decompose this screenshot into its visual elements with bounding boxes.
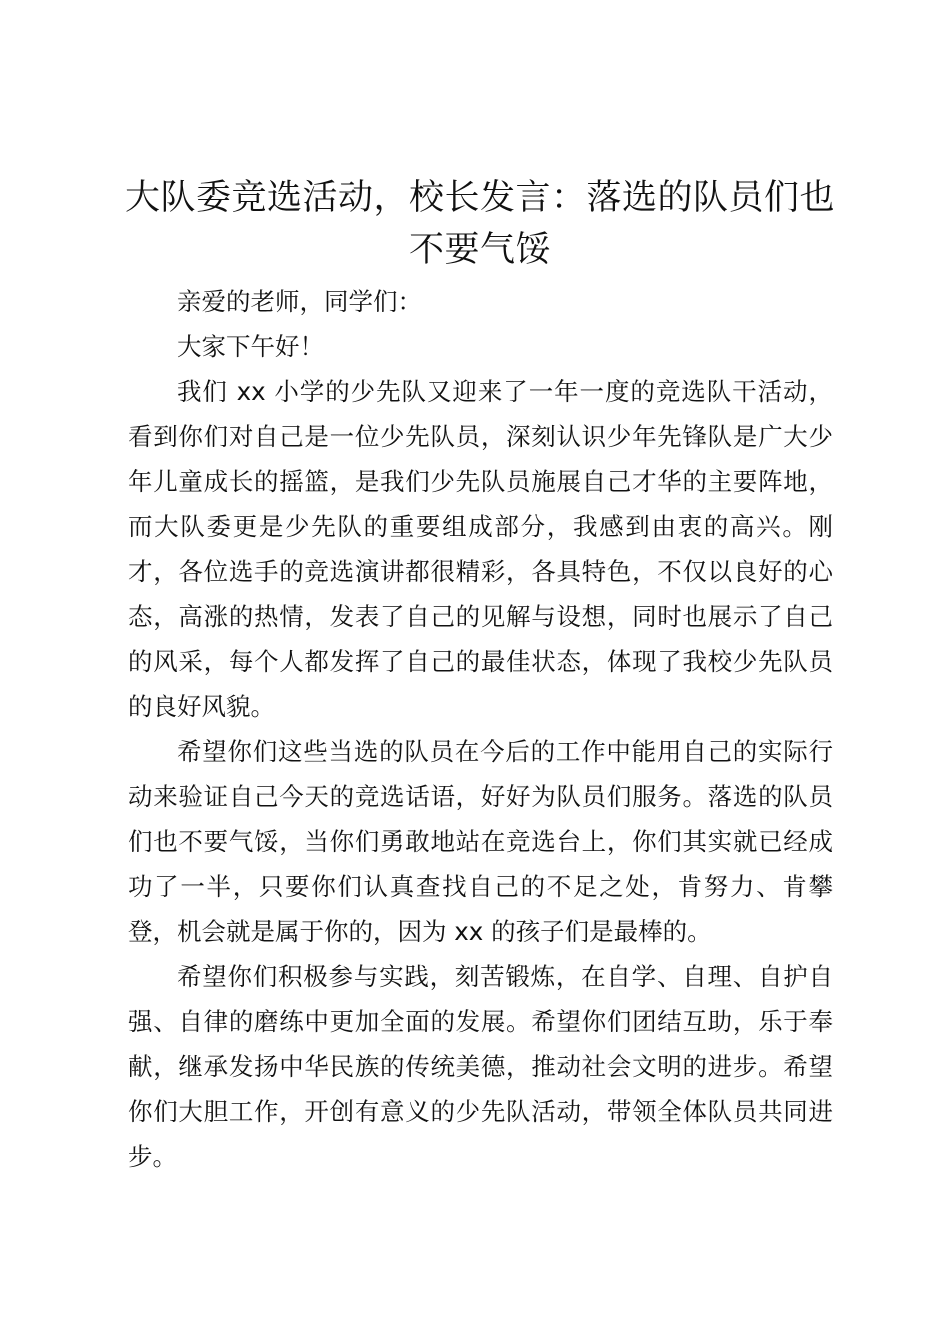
salutation-paragraph: 大家下午好！ [177, 332, 324, 361]
body-paragraph-2: 希望你们这些当选的队员在今后的工作中能用自己的实际行动来验证自己今天的竞选话语，好好为队员们服务。落选的队员们也不要气馁，当你们勇敢地站在竞选台上，你们其实就已经成功了一半，只要你们认真查找自己的不足之处，肯努力、肯攀登，机会就是属于你的，因为 xx 的孩子们是最棒的。 [128, 737, 833, 946]
body-paragraph-1: 我们 xx 小学的少先队又迎来了一年一度的竞选队干活动，看到你们对自己是一位少先队员，深刻认识少年先锋队是广大少年儿童成长的摇篮，是我们少先队员施展自己才华的主要阵地，而大队委更是少先队的重要组成部分，我感到由衷的高兴。刚才，各位选手的竞选演讲都很精彩，各具特色，不仅以良好的心态，高涨的热情，发表了自己的见解与设想，同时也展示了自己的风采，每个人都发挥了自己的最佳状态，体现了我校少先队员的良好风貌。 [128, 377, 833, 721]
document-title: 大队委竞选活动，校长发言：落选的队员们也不要气馁 [124, 178, 835, 270]
document-body [128, 279, 833, 1179]
body-paragraph-3: 希望你们积极参与实践，刻苦锻炼，在自学、自理、自护自强、自律的磨练中更加全面的发展。希望你们团结互助，乐于奉献，继承发扬中华民族的传统美德，推动社会文明的进步。希望你们大胆工作，开创有意义的少先队活动，带领全体队员共同进步。 [128, 962, 833, 1171]
greeting-paragraph: 亲爱的老师，同学们： [177, 287, 422, 316]
